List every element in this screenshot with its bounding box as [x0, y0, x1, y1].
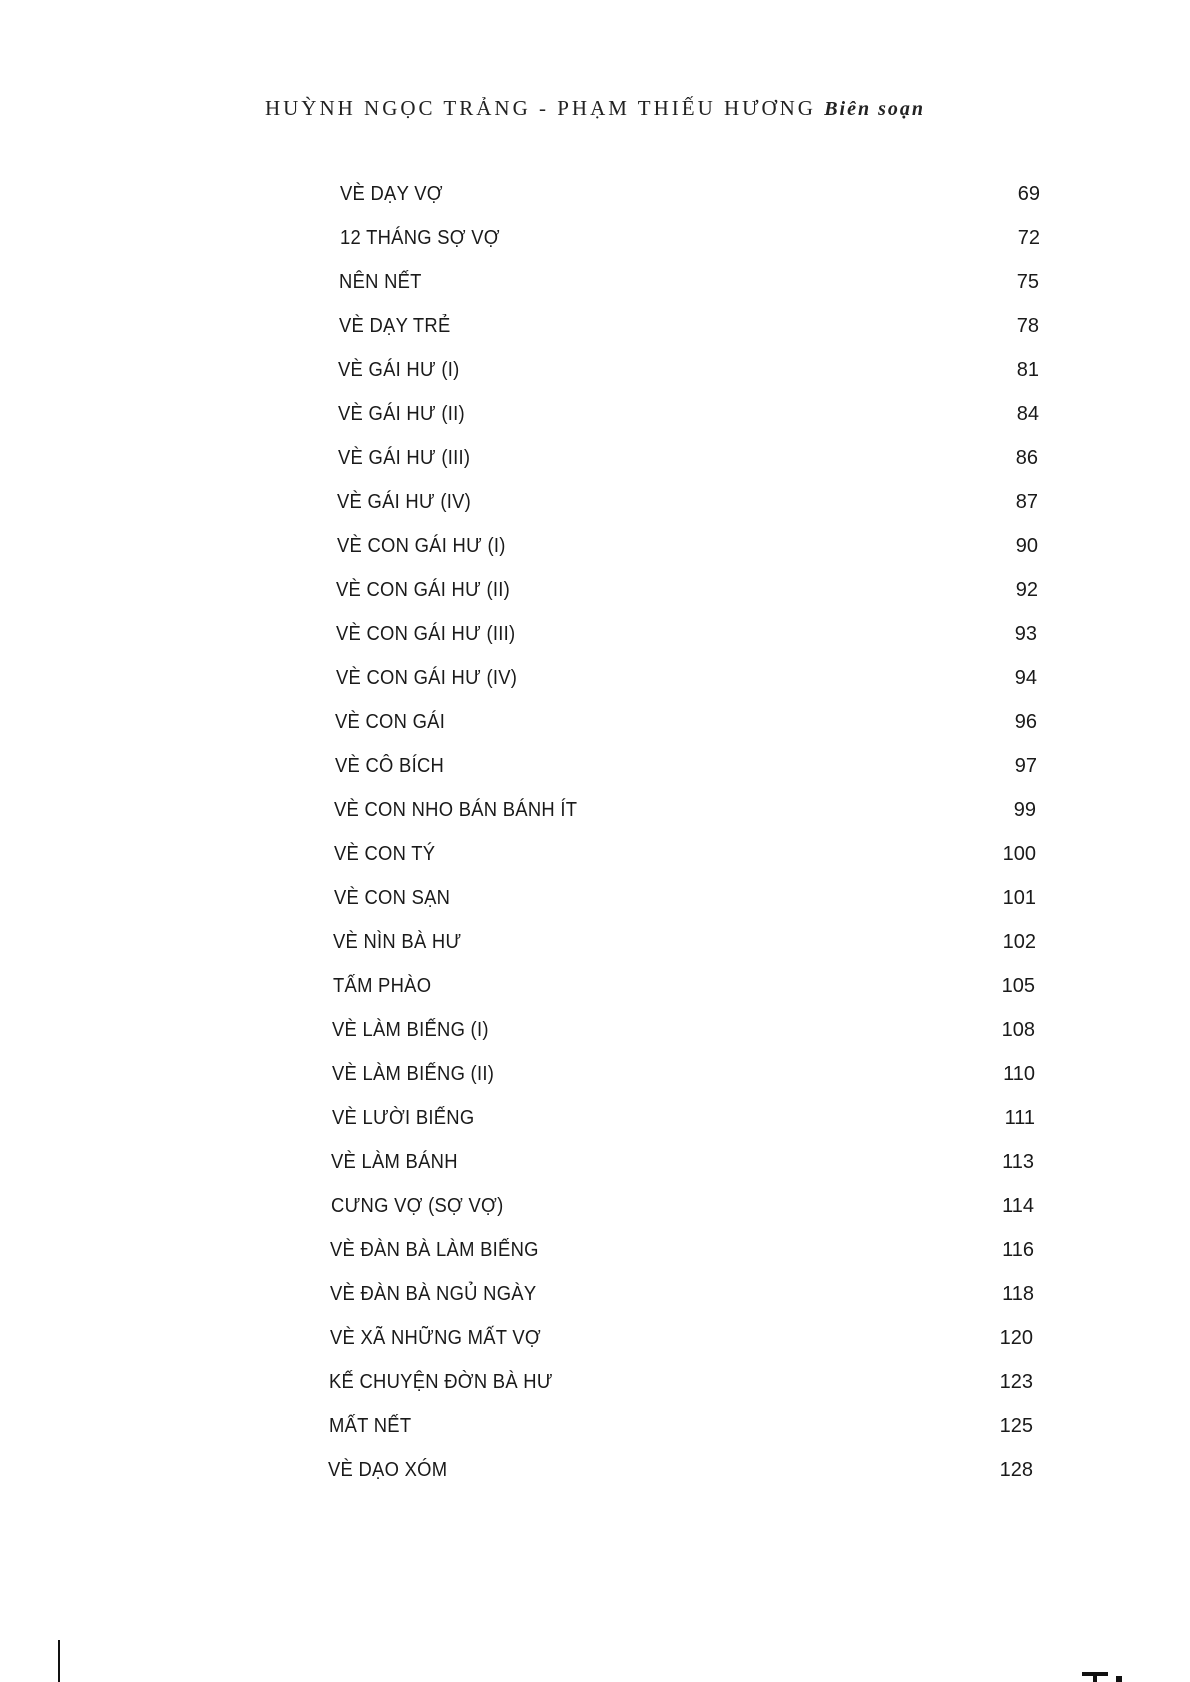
toc-entry: [334, 843, 1040, 887]
toc-entry: [336, 667, 1040, 711]
toc-entry-page: 101: [1002, 887, 1036, 909]
toc-entry-page: 97: [1014, 755, 1037, 777]
toc-entry-title: VÈ CON GÁI HƯ (IV): [336, 667, 518, 689]
toc-entry: [329, 1371, 1040, 1415]
toc-entry-title: KẾ CHUYỆN ĐỜN BÀ HƯ: [329, 1371, 553, 1393]
toc-entry-page: 113: [1002, 1151, 1034, 1173]
toc-entry-page: 99: [1013, 799, 1036, 821]
toc-entry: [336, 623, 1040, 667]
toc-entry: [340, 271, 1040, 315]
toc-entry-title: VÈ GÁI HƯ (III): [338, 447, 471, 469]
toc-entry-page: 116: [1002, 1239, 1034, 1261]
toc-entry-title: VÈ DẠY VỢ: [340, 183, 443, 205]
toc-entry-page: 128: [999, 1459, 1033, 1481]
toc-entry-title: VÈ GÁI HƯ (II): [338, 403, 465, 425]
toc-entry-page: 94: [1014, 667, 1037, 689]
toc-entry: [336, 579, 1040, 623]
toc-entry-title: VÈ CON GÁI HƯ (II): [336, 579, 511, 601]
toc-entry-title: CƯNG VỢ (SỢ VỢ): [331, 1195, 504, 1217]
toc-entry-title: VÈ DẠY TRẺ: [339, 315, 451, 337]
toc-entry-page: 86: [1015, 447, 1038, 469]
toc-entry: [333, 931, 1040, 975]
toc-entry-title: VÈ ĐÀN BÀ NGỦ NGÀY: [330, 1283, 537, 1305]
toc-entry-page: 93: [1014, 623, 1037, 645]
header-role: Biên soạn: [824, 98, 926, 120]
toc-entry-page: 105: [1001, 975, 1035, 997]
toc-entry-page: 69: [1017, 183, 1040, 205]
toc-entry: [332, 1107, 1040, 1151]
toc-entry-page: 72: [1017, 227, 1040, 249]
toc-entry: [337, 491, 1040, 535]
toc-entry-page: 84: [1016, 403, 1039, 425]
toc-entry-title: VÈ LÀM BÁNH: [331, 1151, 458, 1173]
toc-entry-title: VÈ LÀM BIẾNG (II): [332, 1063, 495, 1085]
toc-entry: [340, 447, 1040, 491]
toc-entry-page: 92: [1015, 579, 1038, 601]
toc-entry-title: VÈ LÀM BIẾNG (I): [332, 1019, 489, 1041]
toc-entry-title: VÈ NÌN BÀ HƯ: [333, 931, 462, 953]
toc-entry: [332, 1019, 1040, 1063]
toc-entry-title: MẤT NẾT: [329, 1415, 412, 1437]
toc-entry-title: VÈ DẠO XÓM: [328, 1459, 448, 1481]
header-authors: HUỲNH NGỌC TRẢNG - PHẠM THIẾU HƯƠNG: [264, 96, 816, 120]
toc-entry-title: 12 THÁNG SỢ VỢ: [340, 227, 500, 249]
toc-entry-page: 123: [999, 1371, 1033, 1393]
toc-entry-page: 114: [1002, 1195, 1034, 1217]
toc-entry: [334, 887, 1040, 931]
scan-margin-mark: [58, 1640, 60, 1682]
toc-entry: [330, 1283, 1040, 1327]
toc-entry-title: VÈ GÁI HƯ (I): [338, 359, 460, 381]
toc-entry-title: VÈ CON SẠN: [334, 887, 451, 909]
toc-entry: [340, 315, 1040, 359]
toc-entry: [334, 799, 1040, 843]
toc-entry: [340, 227, 1040, 271]
toc-entry: [330, 1239, 1040, 1283]
toc-entry-title: VÈ CÔ BÍCH: [335, 755, 445, 777]
toc-entry: [340, 183, 1040, 227]
toc-entry: [335, 711, 1040, 755]
toc-entry-page: 111: [1004, 1107, 1035, 1129]
toc-entry: [332, 1063, 1040, 1107]
toc-entry-page: 78: [1016, 315, 1039, 337]
toc-entry-page: 125: [999, 1415, 1033, 1437]
toc-entry-title: VÈ CON NHO BÁN BÁNH ÍT: [334, 799, 578, 821]
toc-entry: [328, 1459, 1040, 1503]
toc-entry-title: VÈ CON TÝ: [334, 843, 436, 865]
toc-entry-page: 108: [1001, 1019, 1035, 1041]
running-header: [0, 96, 1190, 121]
toc-entry-page: 100: [1002, 843, 1036, 865]
toc-entry-title: VÈ LƯỜI BIẾNG: [332, 1107, 475, 1129]
toc-entry-page: 102: [1002, 931, 1036, 953]
toc-entry-title: VÈ XÃ NHỮNG MẤT VỢ: [330, 1327, 541, 1349]
toc-entry-title: TẤM PHÀO: [333, 975, 432, 997]
toc-entry-title: VÈ ĐÀN BÀ LÀM BIẾNG: [330, 1239, 539, 1261]
toc-entry: [333, 975, 1040, 1019]
toc-entry-title: VÈ CON GÁI HƯ (III): [336, 623, 516, 645]
toc-entry: [340, 359, 1040, 403]
toc-entry: [331, 1151, 1040, 1195]
toc-entry-page: 96: [1014, 711, 1037, 733]
toc-entry: [340, 403, 1040, 447]
toc-entry: [329, 1415, 1040, 1459]
toc-entry-page: 120: [999, 1327, 1033, 1349]
toc-entry: [330, 1327, 1040, 1371]
toc-entry-page: 110: [1003, 1063, 1035, 1085]
toc-entry-page: 81: [1016, 359, 1039, 381]
toc-entry-page: 75: [1016, 271, 1039, 293]
toc-entry: [337, 535, 1040, 579]
table-of-contents: [328, 183, 1040, 1503]
toc-entry-title: VÈ CON GÁI: [335, 711, 446, 733]
scan-corner-mark: [1082, 1664, 1130, 1682]
toc-entry-title: VÈ CON GÁI HƯ (I): [337, 535, 506, 557]
toc-entry-page: 90: [1015, 535, 1038, 557]
toc-entry: [331, 1195, 1040, 1239]
toc-entry-page: 118: [1002, 1283, 1034, 1305]
toc-entry: [335, 755, 1040, 799]
toc-entry-page: 87: [1015, 491, 1038, 513]
toc-entry-title: NÊN NẾT: [339, 271, 422, 293]
toc-entry-title: VÈ GÁI HƯ (IV): [337, 491, 472, 513]
